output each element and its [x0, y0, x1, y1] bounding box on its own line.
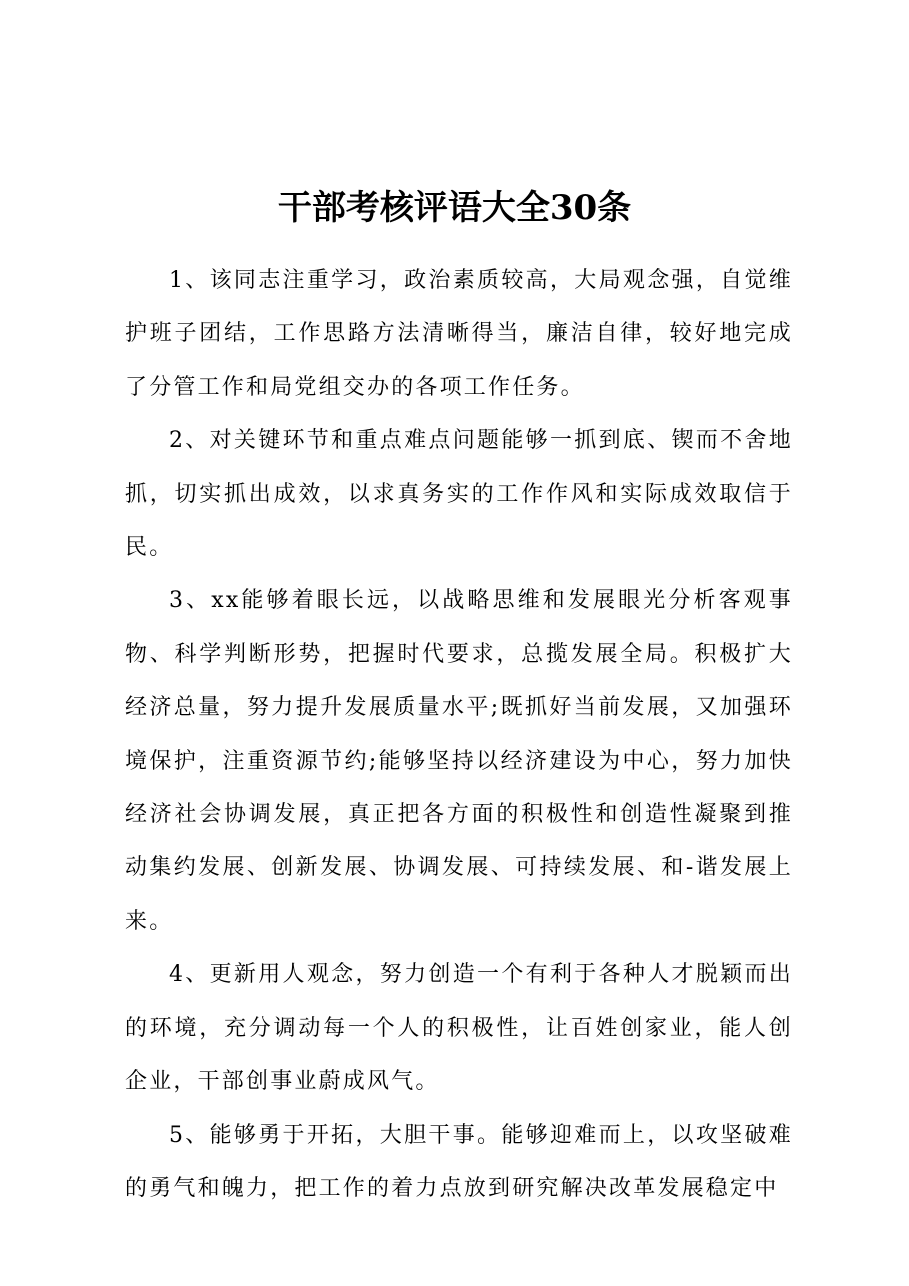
paragraph-4: 4、更新用人观念，努力创造一个有利于各种人才脱颖而出的环境，充分调动每一个人的积极性，让百姓创家业，能人创企业，干部创事业蔚成风气。 — [125, 962, 793, 1095]
document-body — [125, 254, 793, 1215]
paragraph-5: 5、能够勇于开拓，大胆干事。能够迎难而上，以攻坚破难的勇气和魄力，把工作的着力点放到研究解决改革发展稳定中 — [125, 1122, 793, 1201]
paragraph-2: 2、对关键环节和重点难点问题能够一抓到底、锲而不舍地抓，切实抓出成效，以求真务实的工作作风和实际成效取信于民。 — [125, 428, 793, 561]
document-title: 干部考核评语大全30条 — [277, 188, 632, 228]
paragraph-1: 1、该同志注重学习，政治素质较高，大局观念强，自觉维护班子团结，工作思路方法清晰得当，廉洁自律，较好地完成了分管工作和局党组交办的各项工作任务。 — [125, 268, 793, 400]
paragraph-3: 3、xx能够着眼长远，以战略思维和发展眼光分析客观事物、科学判断形势，把握时代要求，总揽发展全局。积极扩大经济总量，努力提升发展质量水平;既抓好当前发展，又加强环境保护，注重资源节约;能够坚持以经济建设为中心，努力加快经济社会协调发展，真正把各方面的积极性和创造性凝聚到推动集约发展、创新发展、协调发展、可持续发展、和-谐发展上来。 — [125, 588, 793, 934]
